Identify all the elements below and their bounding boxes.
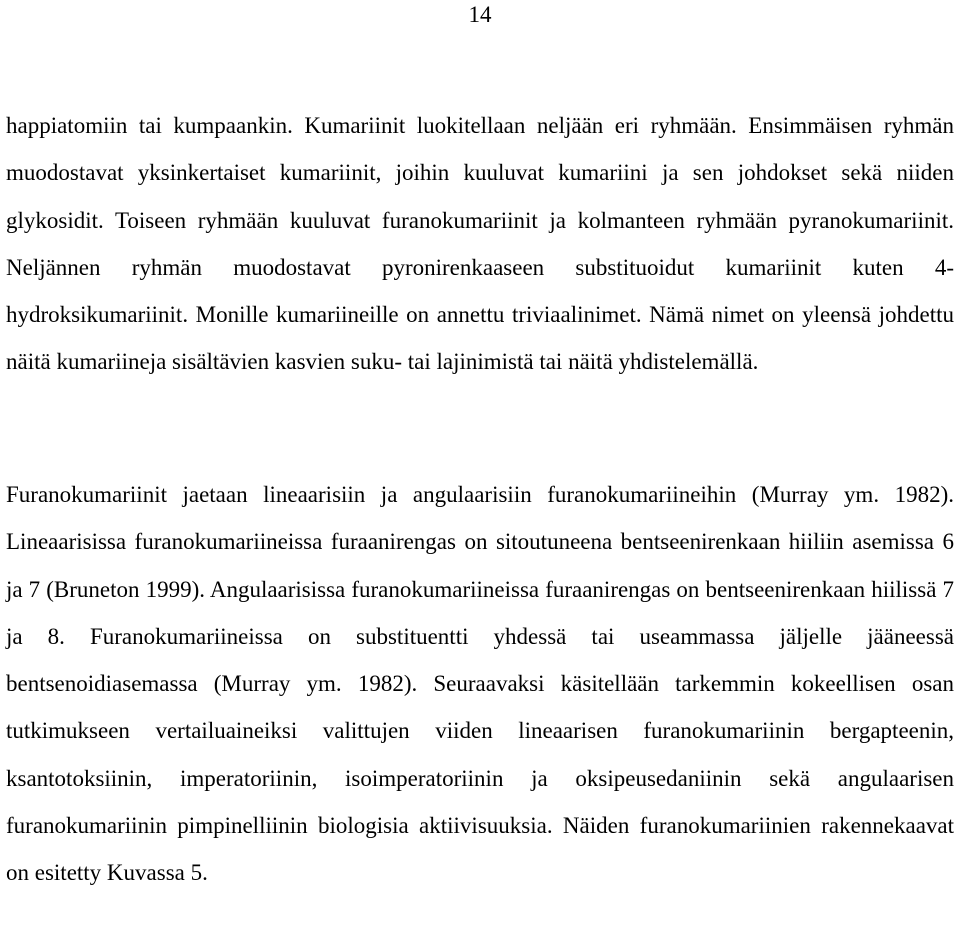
- body-paragraph-2: Furanokumariinit jaetaan lineaarisiin ja angulaarisiin furanokumariineihin (Murray ym. 1982). Lineaarisissa furanokumariineissa furaanirengas on sitoutuneena bentseenirenkaan hiiliin asemissa 6 ja 7 (Bruneton 1999). Angulaarisissa furanokumariineissa furaanirengas on bentseenirenkaan hiilissä 7 ja 8. Furanokumariineissa on substituentti yhdessä tai useammassa jäljelle jääneessä bentsenoidiasemassa (Murray ym. 1982). Seuraavaksi käsitellään tarkemmin kokeellisen osan tutkimukseen vertailuaineiksi valittujen viiden lineaarisen furanokumariinin bergapteenin, ksantotoksiinin, imperatoriinin, isoimperatoriinin ja oksipeusedaniinin sekä angulaarisen furanokumariinin pimpinelliinin biologisia aktiivisuuksia. Näiden furanokumariinien rakennekaavat on esitetty Kuvassa 5.: [6, 482, 954, 886]
- body-paragraph-1: happiatomiin tai kumpaankin. Kumariinit luokitellaan neljään eri ryhmään. Ensimmäisen ryhmän muodostavat yksinkertaiset kumariinit, joihin kuuluvat kumariini ja sen johdokset sekä niiden glykosidit. Toiseen ryhmään kuuluvat furanokumariinit ja kolmanteen ryhmään pyranokumariinit. Neljännen ryhmän muodostavat pyronirenkaaseen substituoidut kumariinit kuten 4-hydroksikumariinit. Monille kumariineille on annettu triviaalinimet. Nämä nimet on yleensä johdettu näitä kumariineja sisältävien kasvien suku- tai lajinimistä tai näitä yhdistelemällä.: [6, 113, 954, 375]
- page-number: 14: [468, 2, 492, 27]
